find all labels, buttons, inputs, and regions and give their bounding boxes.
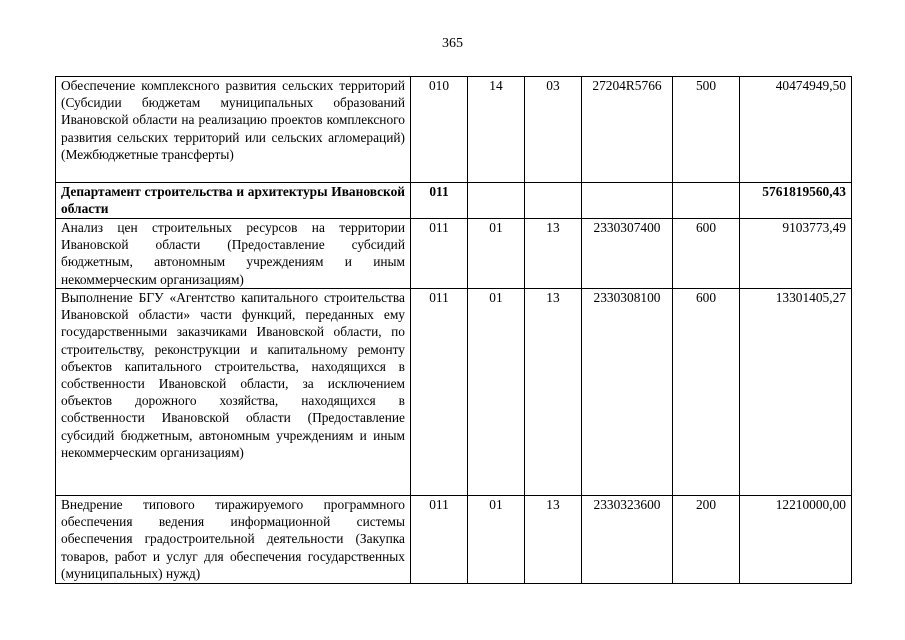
expense-type-code: 200 (673, 496, 740, 584)
ministry-code: 010 (411, 77, 468, 183)
budget-table (55, 76, 852, 584)
row-description: Департамент строительства и архитектуры Ивановской области (56, 183, 411, 219)
section-code: 01 (468, 289, 525, 496)
row-description: Обеспечение комплексного развития сельских территорий (Субсидии бюджетам муниципальных образований Ивановской области на реализацию проектов комплексного развития сельских территорий или сельских агломераций) (Межбюджетные трансферты) (56, 77, 411, 183)
amount: 12210000,00 (740, 496, 852, 584)
target-code: 2330308100 (582, 289, 673, 496)
amount: 5761819560,43 (740, 183, 852, 219)
ministry-code: 011 (411, 496, 468, 584)
subsection-code: 13 (525, 496, 582, 584)
table-row (56, 219, 852, 289)
subsection-code: 13 (525, 219, 582, 289)
expense-type-code: 600 (673, 289, 740, 496)
row-description: Выполнение БГУ «Агентство капитального строительства Ивановской области» части функций, переданных ему государственными заказчиками Ивановской области, по строительству, реконструкции и капитальному ремонту объектов капитального строительства, находящихся в собственности Ивановской области, за исключением объектов дорожного хозяйства, находящихся в собственности Ивановской области (Предоставление субсидий бюджетным, автономным учреждениям и иным некоммерческим организациям) (56, 289, 411, 496)
expense-type-code: 600 (673, 219, 740, 289)
table-row (56, 289, 852, 496)
section-code: 01 (468, 496, 525, 584)
table-row (56, 77, 852, 183)
section-code: 14 (468, 77, 525, 183)
target-code (582, 183, 673, 219)
section-code: 01 (468, 219, 525, 289)
subsection-code: 13 (525, 289, 582, 496)
table-row (56, 183, 852, 219)
section-code (468, 183, 525, 219)
table-row (56, 496, 852, 584)
ministry-code: 011 (411, 183, 468, 219)
target-code: 2330323600 (582, 496, 673, 584)
ministry-code: 011 (411, 219, 468, 289)
expense-type-code: 500 (673, 77, 740, 183)
amount: 40474949,50 (740, 77, 852, 183)
subsection-code (525, 183, 582, 219)
row-description: Анализ цен строительных ресурсов на территории Ивановской области (Предоставление субсидий бюджетным, автономным учреждениям и иным некоммерческим организациям) (56, 219, 411, 289)
target-code: 2330307400 (582, 219, 673, 289)
page-number: 365 (442, 36, 463, 51)
ministry-code: 011 (411, 289, 468, 496)
target-code: 27204R5766 (582, 77, 673, 183)
expense-type-code (673, 183, 740, 219)
row-description: Внедрение типового тиражируемого программного обеспечения ведения информационной системы обеспечения градостроительной деятельности (Закупка товаров, работ и услуг для обеспечения государственных (муниципальных) нужд) (56, 496, 411, 584)
amount: 9103773,49 (740, 219, 852, 289)
subsection-code: 03 (525, 77, 582, 183)
amount: 13301405,27 (740, 289, 852, 496)
